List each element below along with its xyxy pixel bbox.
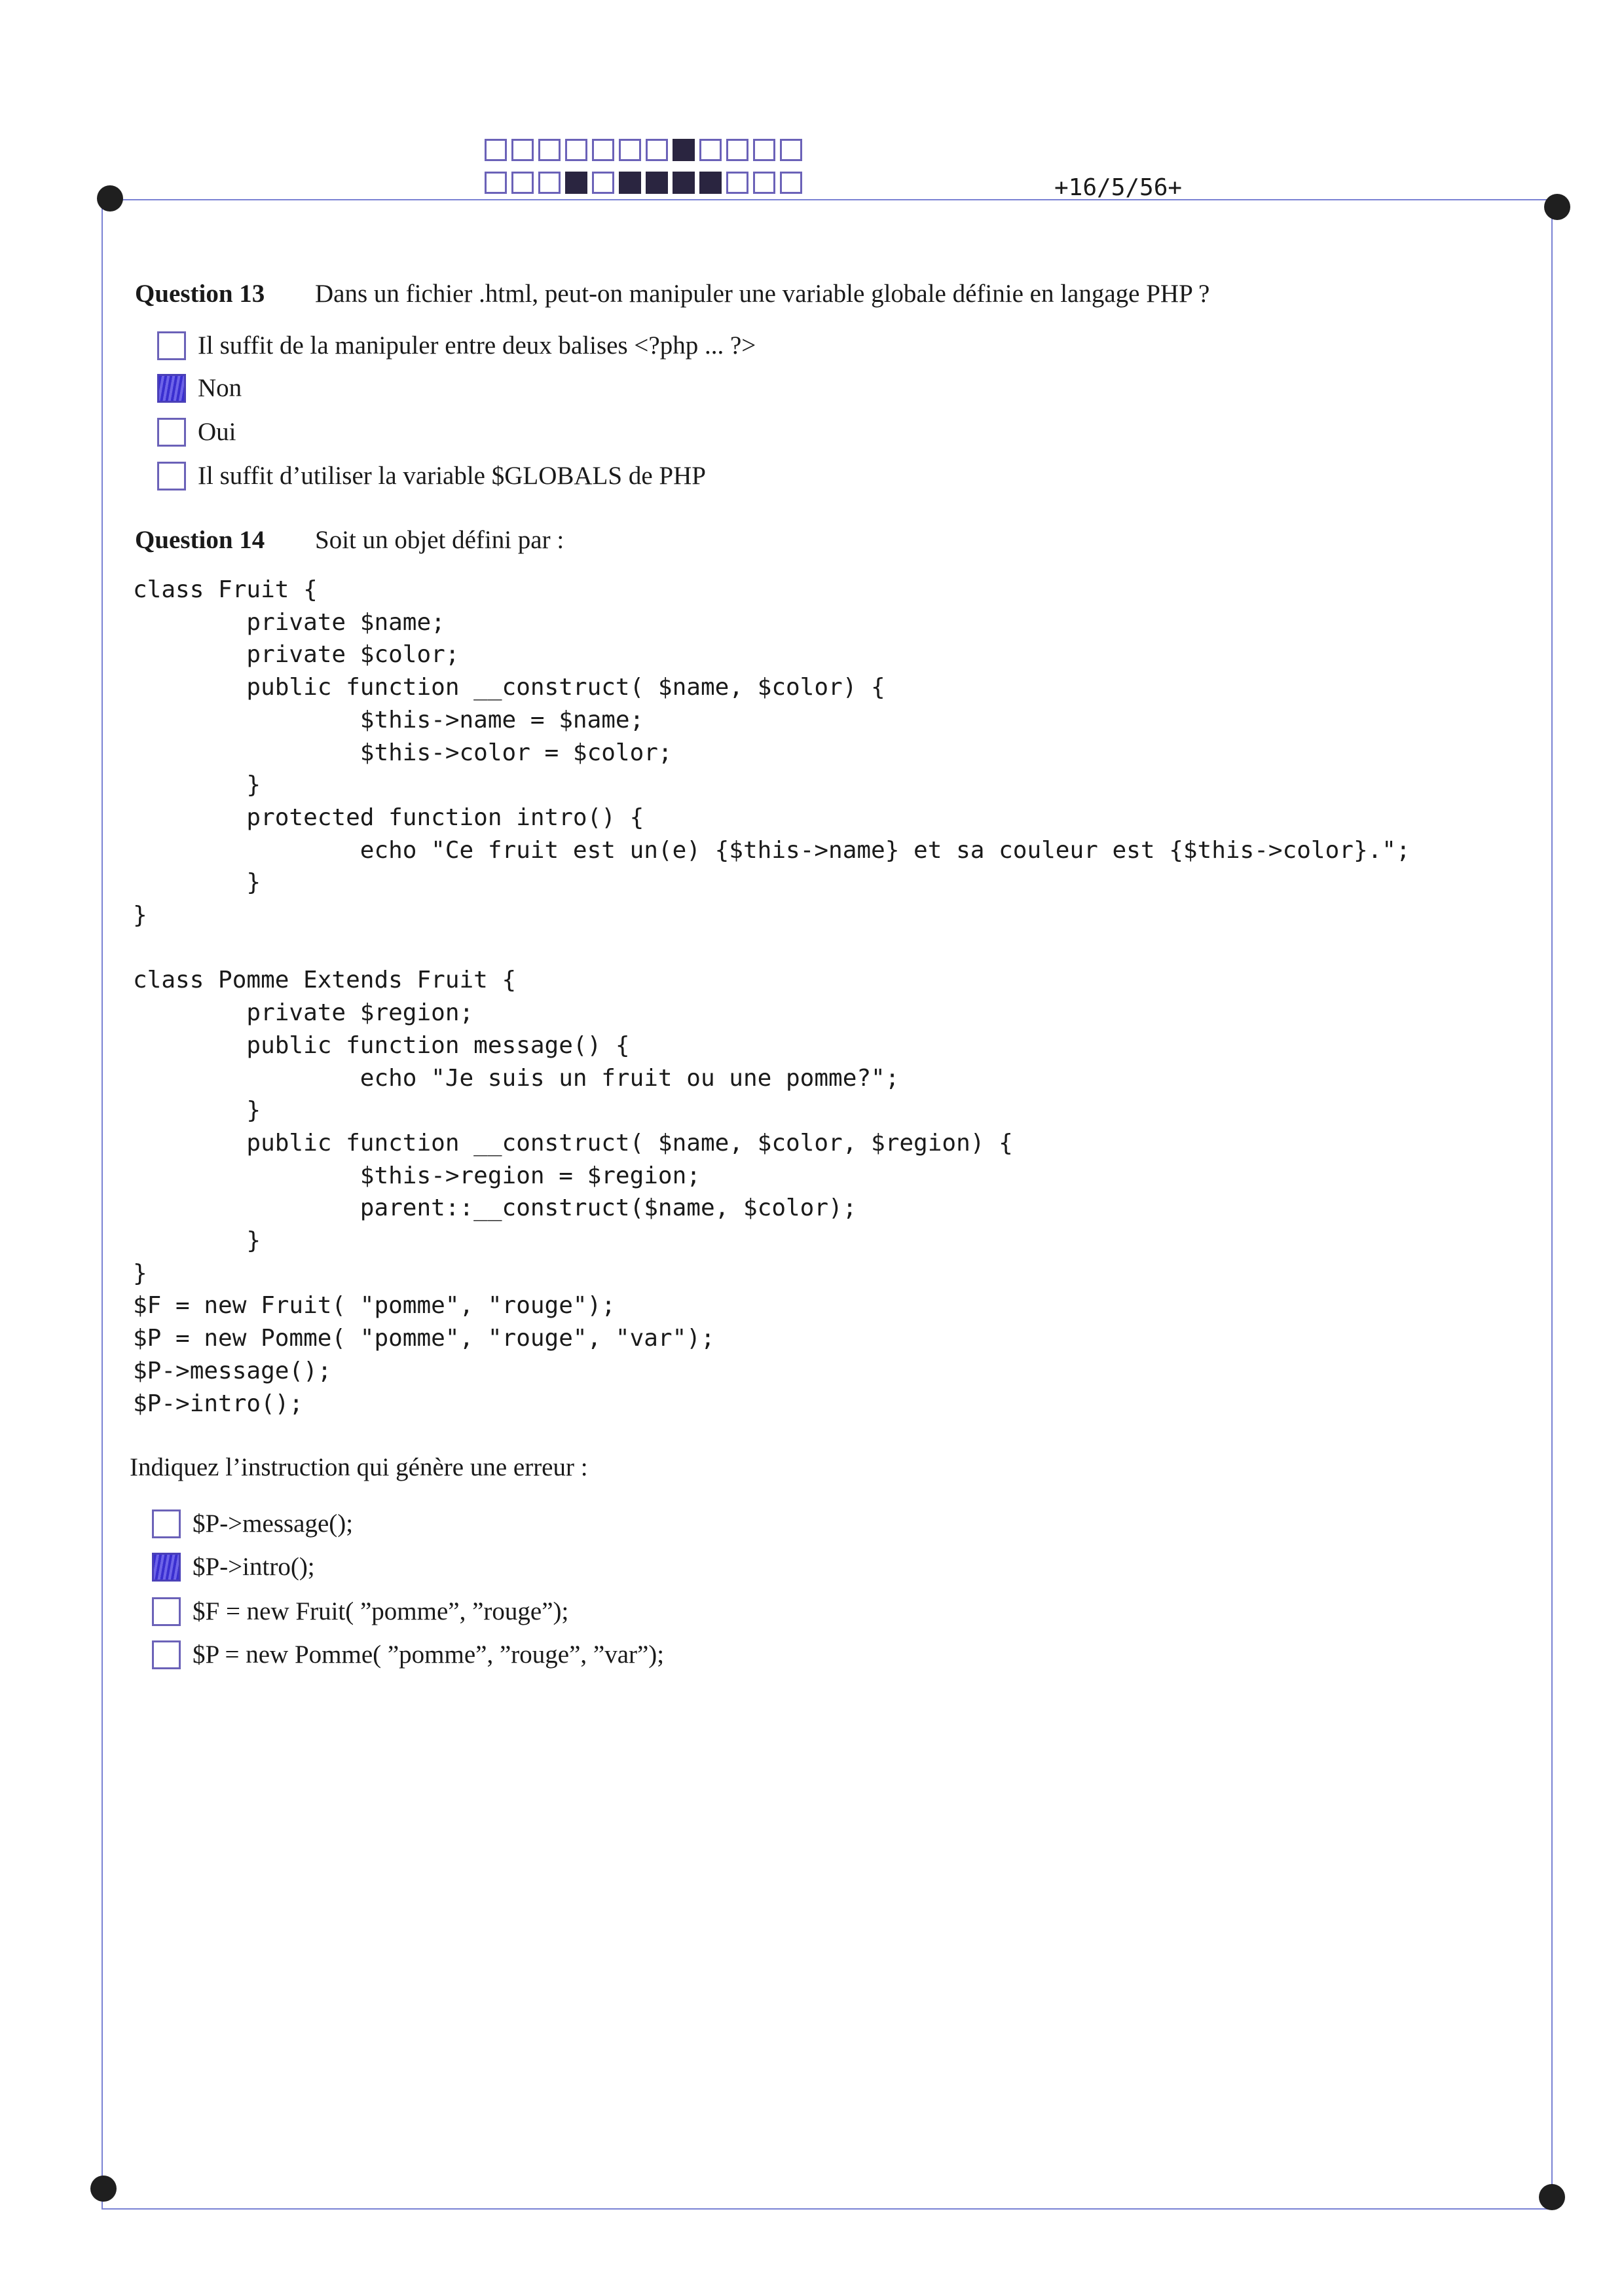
q14-option-3-checkbox[interactable] [152,1597,181,1626]
question-13-header [135,279,1209,308]
question-14-label: Question 14 [135,526,265,554]
id-code-box [673,172,695,194]
id-code-row-1 [485,139,807,161]
page-id: +16/5/56+ [1054,174,1183,201]
question-13-label: Question 13 [135,280,265,308]
id-code-box [646,172,668,194]
q13-option-2-checkbox[interactable] [157,374,186,403]
q14-option-2-label: $P->intro(); [193,1553,315,1581]
registration-mark-top-left [97,185,123,212]
id-code-box [511,139,534,161]
q13-option-1-label: Il suffit de la manipuler entre deux balises <?php ... ?> [198,331,756,360]
id-code-box [780,172,802,194]
id-code-box [753,172,775,194]
q13-option-2-label: Non [198,374,242,402]
question-14-instruction: Indiquez l’instruction qui génère une erreur : [130,1453,588,1481]
q14-option-3[interactable] [152,1597,568,1626]
id-code-box [511,172,534,194]
id-code-box [780,139,802,161]
id-code-box [699,172,722,194]
id-code-box [565,139,587,161]
q13-option-3[interactable] [157,417,236,447]
registration-mark-top-right [1544,194,1570,220]
id-code-box [646,139,668,161]
q14-option-2[interactable] [152,1552,315,1582]
id-code-box [673,139,695,161]
q14-option-1-checkbox[interactable] [152,1509,181,1538]
q13-option-4[interactable] [157,461,706,491]
id-code-row-2 [485,172,807,194]
q13-option-1[interactable] [157,331,756,360]
id-code-box [485,172,507,194]
q13-option-4-checkbox[interactable] [157,462,186,491]
registration-mark-bottom-right [1539,2184,1565,2210]
q13-option-3-label: Oui [198,418,236,446]
q13-option-2[interactable] [157,373,242,403]
q14-option-1[interactable] [152,1509,353,1538]
id-code-box [592,172,614,194]
q13-option-4-label: Il suffit d’utiliser la variable $GLOBALS de PHP [198,462,706,490]
id-code-box [538,172,561,194]
question-13-text: Dans un fichier .html, peut-on manipuler une variable globale définie en langage PHP ? [315,280,1210,308]
id-code-box [592,139,614,161]
question-14-text: Soit un objet défini par : [315,526,564,554]
id-code-box [753,139,775,161]
php-code-listing: class Fruit { private $name; private $color; public function __construct( $name, $color) { $this->name = $name; $this->color = $color; } protected function intro() { echo "Ce fruit est un(e) {$this->name} et sa couleur est {$this->color}."; } } class Pomme Extends Fruit { private $region; public function message() { echo "Je suis un fruit ou une pomme?"; } public function __construct( $name, $color, $region) { $this->region = $region; parent::__construct($name, $color); } } $F = new Fruit( "pomme", "rouge"); $P = new Pomme( "pomme", "rouge", "var"); $P->message(); $P->intro(); [133,576,1411,1417]
q14-option-4-checkbox[interactable] [152,1640,181,1669]
id-code-box [619,172,641,194]
q14-option-3-label: $F = new Fruit( ”pomme”, ”rouge”); [193,1597,569,1625]
id-code-box [565,172,587,194]
question-14-header [135,525,564,555]
q13-option-3-checkbox[interactable] [157,418,186,447]
id-code-box [726,172,748,194]
id-code-box [726,139,748,161]
id-code-box [699,139,722,161]
q14-option-4-label: $P = new Pomme( ”pomme”, ”rouge”, ”var”); [193,1640,665,1669]
q14-option-2-checkbox[interactable] [152,1553,181,1582]
q14-option-4[interactable] [152,1640,664,1669]
id-code-box [619,139,641,161]
q13-option-1-checkbox[interactable] [157,331,186,360]
registration-mark-bottom-left [90,2176,117,2202]
q14-option-1-label: $P->message(); [193,1509,354,1538]
id-code-box [538,139,561,161]
id-code-box [485,139,507,161]
